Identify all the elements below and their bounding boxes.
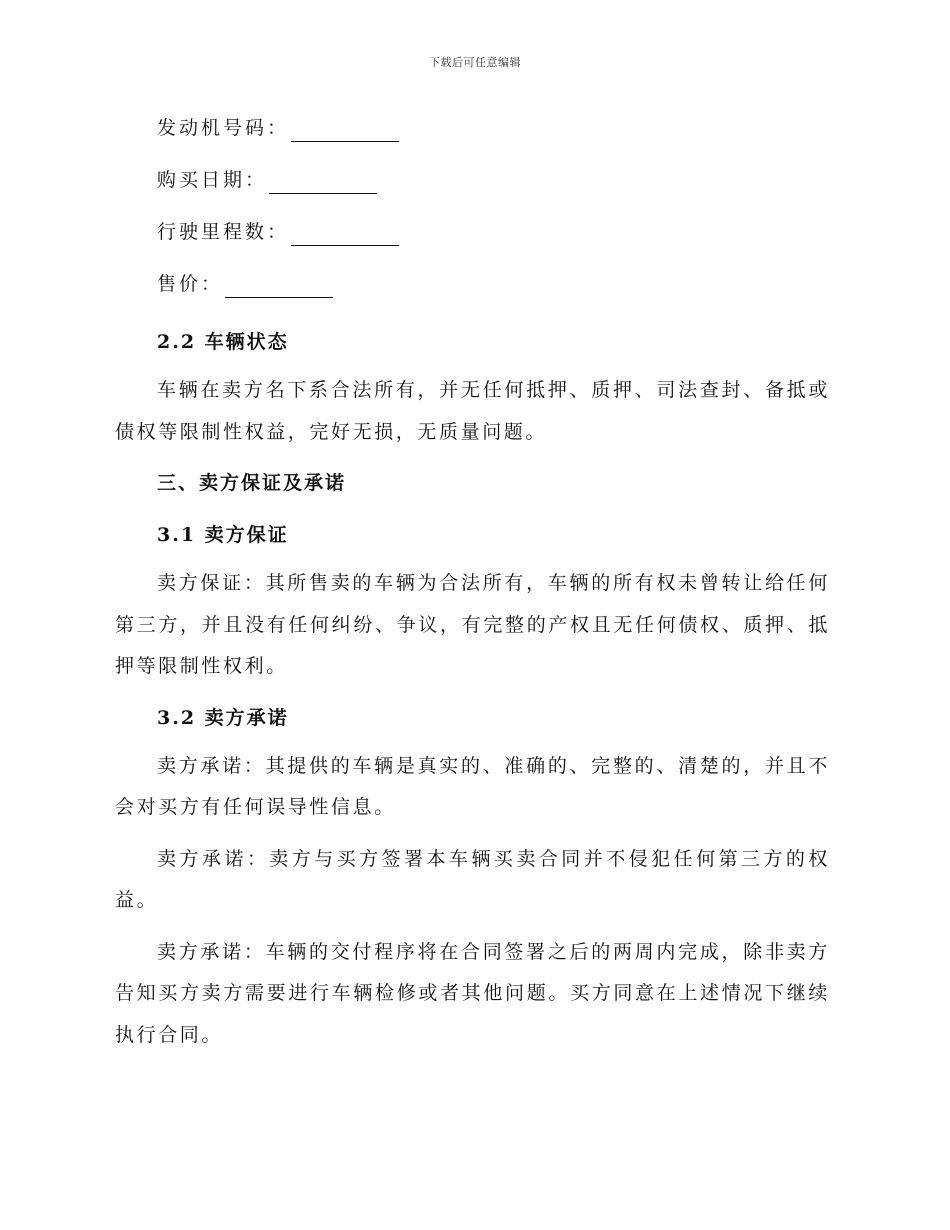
mileage-blank [291, 221, 399, 246]
document-body [115, 108, 830, 1056]
engine-number-field [115, 108, 830, 160]
mileage-field [115, 212, 830, 264]
price-blank [225, 273, 333, 298]
section-2-2-body: 车辆在卖方名下系合法所有，并无任何抵押、质押、司法查封、备抵或债权等限制性权益，完好无损，无质量问题。 [115, 379, 830, 443]
section-3-2-title: 3.2 卖方承诺 [157, 706, 289, 729]
section-2-2-title: 2.2 车辆状态 [157, 331, 289, 353]
mileage-label: 行驶里程数： [157, 221, 290, 243]
section-3-1-body: 卖方保证：其所售卖的车辆为合法所有，车辆的所有权未曾转让给任何第三方，并且没有任何纠纷、争议，有完整的产权且无任何债权、质押、抵押等限制性权利。 [115, 572, 830, 677]
section-3-title: 三、卖方保证及承诺 [157, 472, 347, 494]
engine-number-blank [291, 117, 399, 142]
purchase-date-label: 购买日期： [157, 169, 268, 191]
price-label: 售价： [157, 273, 224, 295]
section-3-2-paragraph: 卖方承诺：卖方与买方签署本车辆买卖合同并不侵犯任何第三方的权益。 [115, 847, 830, 911]
section-3-1-title: 3.1 卖方保证 [157, 524, 289, 546]
engine-number-label: 发动机号码： [157, 117, 290, 139]
section-3-2-paragraph: 卖方承诺：其提供的车辆是真实的、准确的、完整的、清楚的，并且不会对买方有任何误导性信息。 [115, 754, 830, 818]
purchase-date-field [115, 160, 830, 212]
price-field [115, 264, 830, 316]
purchase-date-blank [269, 169, 377, 194]
page-header: 下载后可任意编辑 [429, 56, 521, 69]
section-3-2-paragraph: 卖方承诺：车辆的交付程序将在合同签署之后的两周内完成，除非卖方告知买方卖方需要进行车辆检修或者其他问题。买方同意在上述情况下继续执行合同。 [115, 940, 830, 1046]
